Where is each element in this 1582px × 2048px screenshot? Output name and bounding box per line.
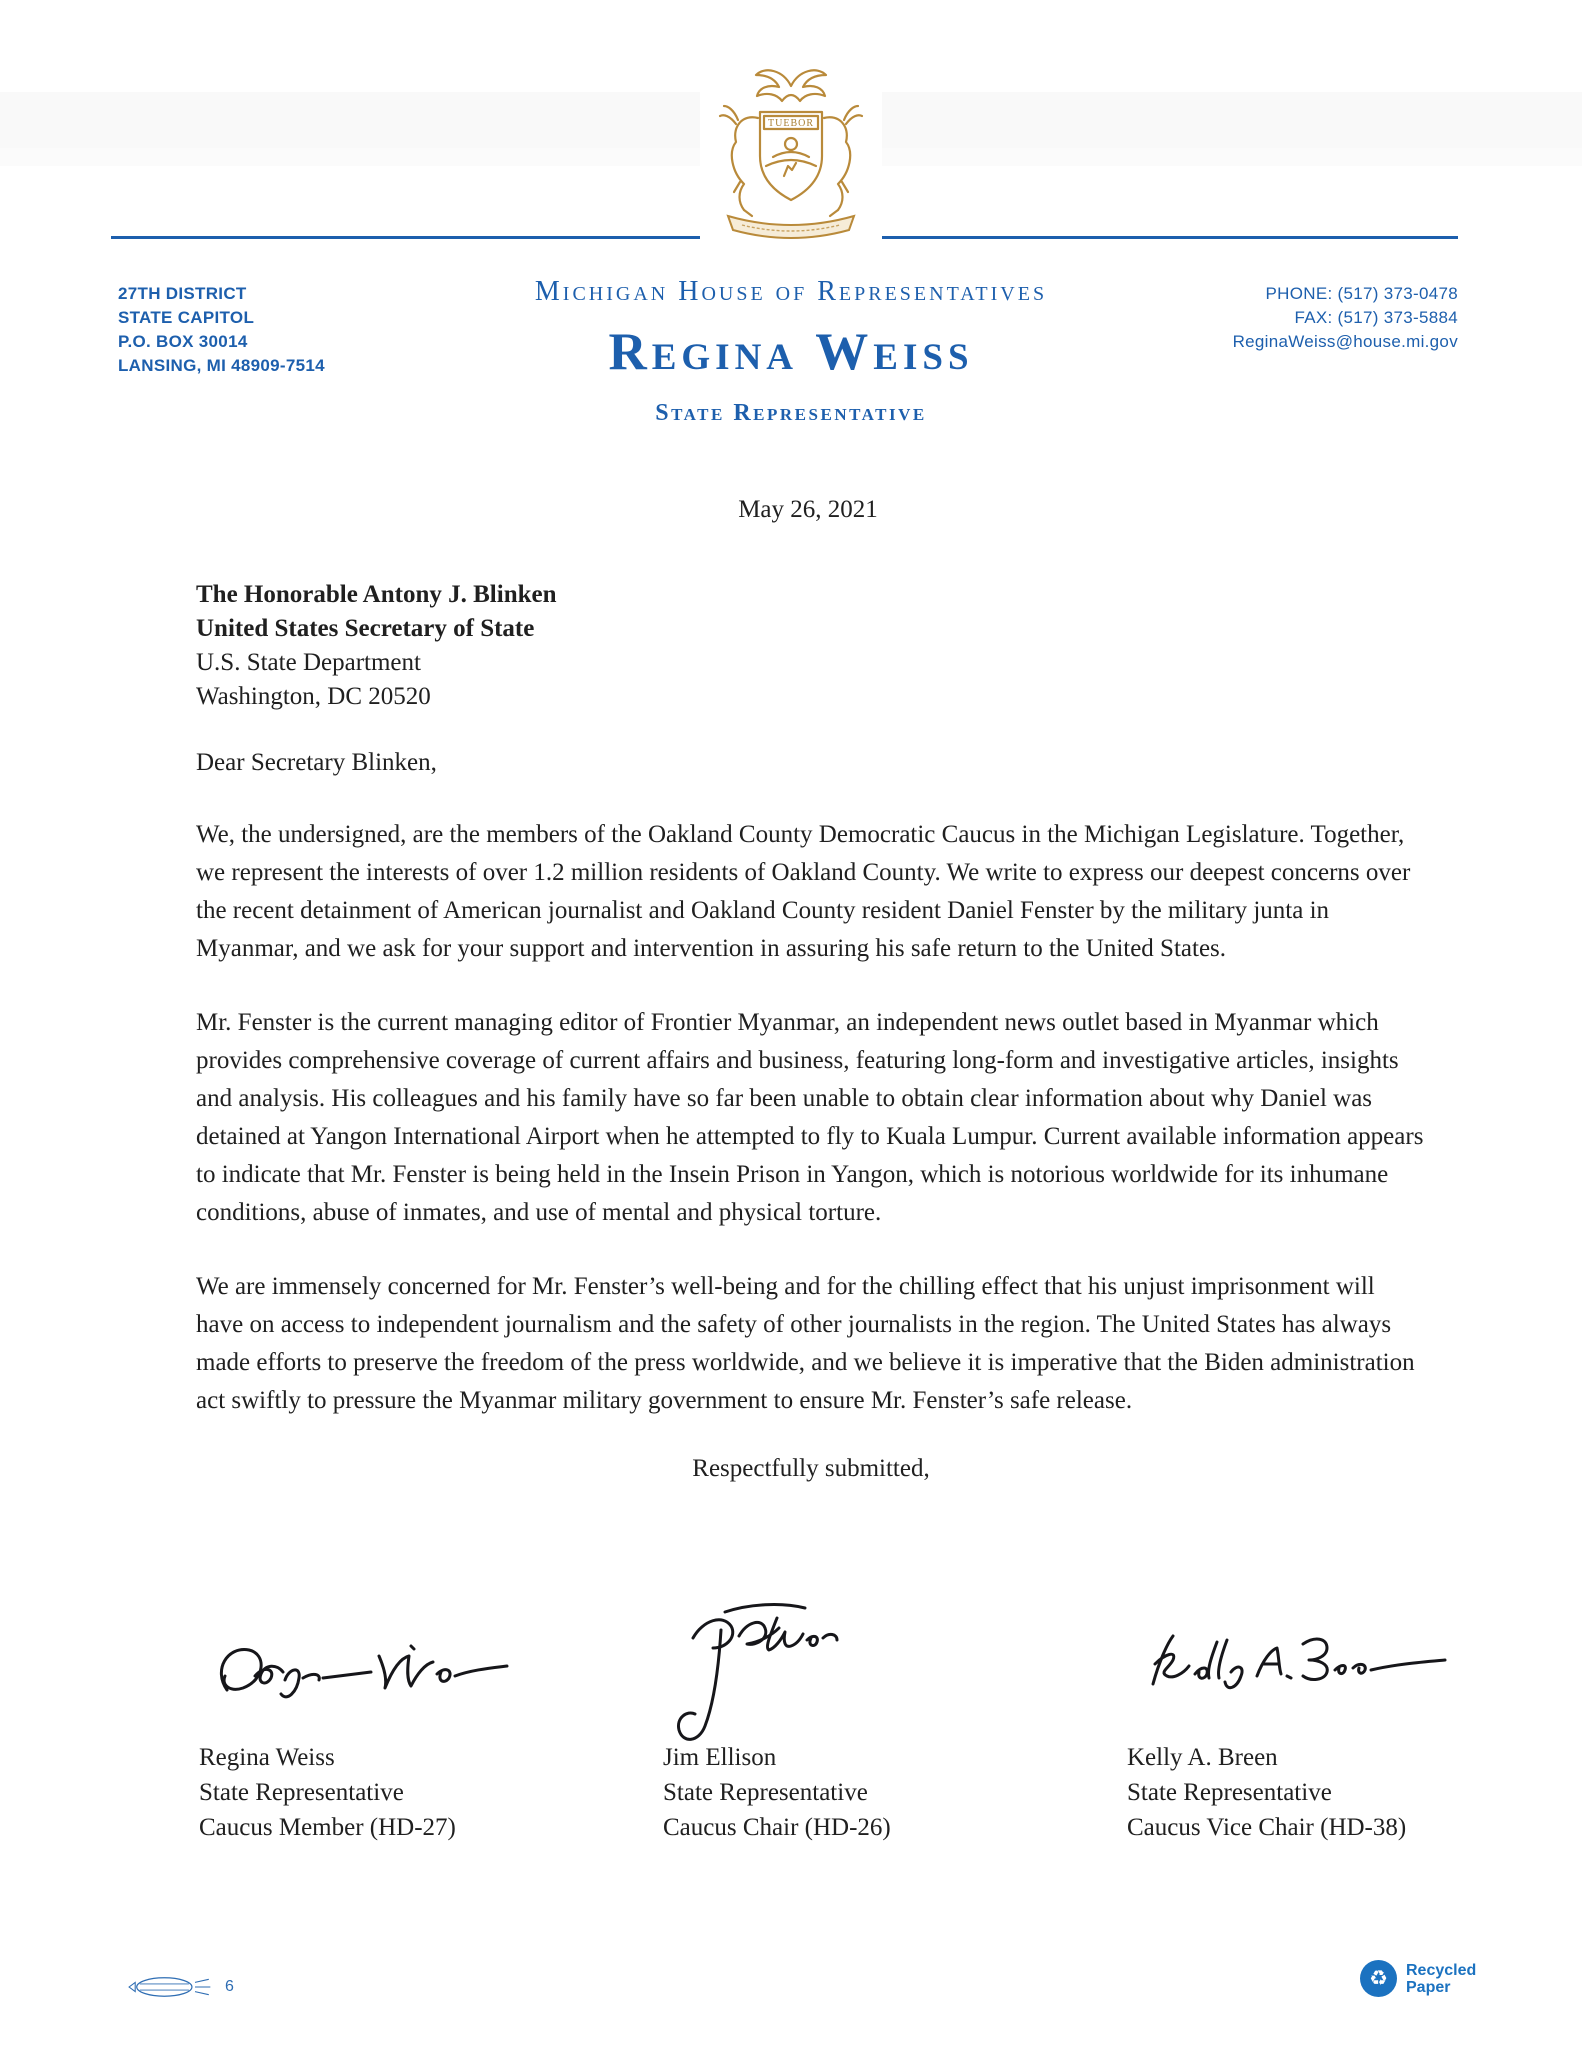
email-line: ReginaWeiss@house.mi.gov [1232, 332, 1458, 351]
signature-block-jim-ellison [663, 1608, 1113, 1845]
union-printing-label [126, 1972, 234, 2002]
recipient-address [196, 578, 1426, 714]
signature-kelly-breen-icon [1127, 1608, 1577, 1740]
recycled-label-line1: Recycled [1406, 1961, 1477, 1979]
union-bug-icon [126, 1972, 218, 2002]
recycling-icon: ♻ [1360, 1960, 1397, 1997]
phone-line: PHONE: (517) 373-0478 [1265, 284, 1458, 303]
organization-name: Michigan House of Representatives [534, 276, 1048, 307]
fax-line: FAX: (517) 373-5884 [1294, 308, 1458, 327]
recipient-title: United States Secretary of State [196, 615, 535, 642]
signatory-role: Caucus Member (HD-27) [199, 1814, 456, 1841]
representative-title: State Representative [655, 400, 927, 426]
paragraph-3: We are immensely concerned for Mr. Fenster’s well-being and for the chilling effect that his unjust imprisonment will have on access to independent journalism and the safety of other journalists in the region. The United States has always made efforts to preserve the freedom of the press worldwide, and we believe it is imperative that the Biden administration act swiftly to pressure the Myanmar military government to ensure Mr. Fenster’s safe release. [196, 1273, 1415, 1414]
signatory-role: Caucus Chair (HD-26) [663, 1814, 891, 1841]
signature-jim-ellison-icon [663, 1608, 1113, 1740]
paragraph-1: We, the undersigned, are the members of the Oakland County Democratic Caucus in the Michigan Legislature. Together, we represent the interests of over 1.2 million residents of Oakland County. We write to express our deepest concerns over the recent detainment of American journalist and Oakland County resident Daniel Fenster by the military junta in Myanmar, and we ask for your support and intervention in assuring his safe return to the United States. [196, 821, 1411, 962]
signatory-title: State Representative [1127, 1779, 1332, 1806]
representative-name: Regina Weiss [608, 323, 974, 381]
recipient-city: Washington, DC 20520 [196, 683, 431, 710]
contact-block [1233, 282, 1458, 354]
seal-motto-text: TUEBOR [768, 118, 814, 129]
signature-regina-weiss-icon [199, 1608, 649, 1740]
salutation: Dear Secretary Blinken, [196, 749, 437, 776]
signature-block-regina-weiss [199, 1608, 649, 1845]
michigan-coat-of-arms-icon [700, 60, 882, 261]
recipient-dept: U.S. State Department [196, 649, 421, 676]
union-bug-number: 6 [225, 1978, 234, 1995]
letter-date: May 26, 2021 [738, 496, 878, 523]
signatory-role: Caucus Vice Chair (HD-38) [1127, 1814, 1407, 1841]
signatory-name: Kelly A. Breen [1127, 1744, 1278, 1771]
district-line: 27TH DISTRICT [118, 284, 247, 303]
signature-block-kelly-breen [1127, 1608, 1577, 1845]
closing-line: Respectfully submitted, [692, 1455, 930, 1482]
paragraph-2: Mr. Fenster is the current managing editor of Frontier Myanmar, an independent news outlet based in Myanmar which provides comprehensive coverage of current affairs and business, featuring long-form and investigative articles, insights and analysis. His colleagues and his family have so far been unable to obtain clear information about why Daniel was detained at Yangon International Airport when he attempted to fly to Kuala Lumpur. Current available information appears to indicate that Mr. Fenster is being held in the Insein Prison in Yangon, which is notorious worldwide for its inhumane conditions, abuse of inmates, and use of mental and physical torture. [196, 1009, 1424, 1226]
recipient-name: The Honorable Antony J. Blinken [196, 581, 557, 608]
signatory-name: Regina Weiss [199, 1744, 335, 1771]
letter-body [196, 578, 1426, 1486]
signatory-name: Jim Ellison [663, 1744, 777, 1771]
capitol-line: STATE CAPITOL [118, 308, 255, 327]
pobox-line: P.O. BOX 30014 [118, 332, 248, 351]
signatory-title: State Representative [199, 1779, 404, 1806]
recycled-paper-mark [1360, 1960, 1476, 1997]
recycled-label-line2: Paper [1406, 1978, 1451, 1996]
signatory-title: State Representative [663, 1779, 868, 1806]
city-line: LANSING, MI 48909-7514 [118, 356, 325, 375]
